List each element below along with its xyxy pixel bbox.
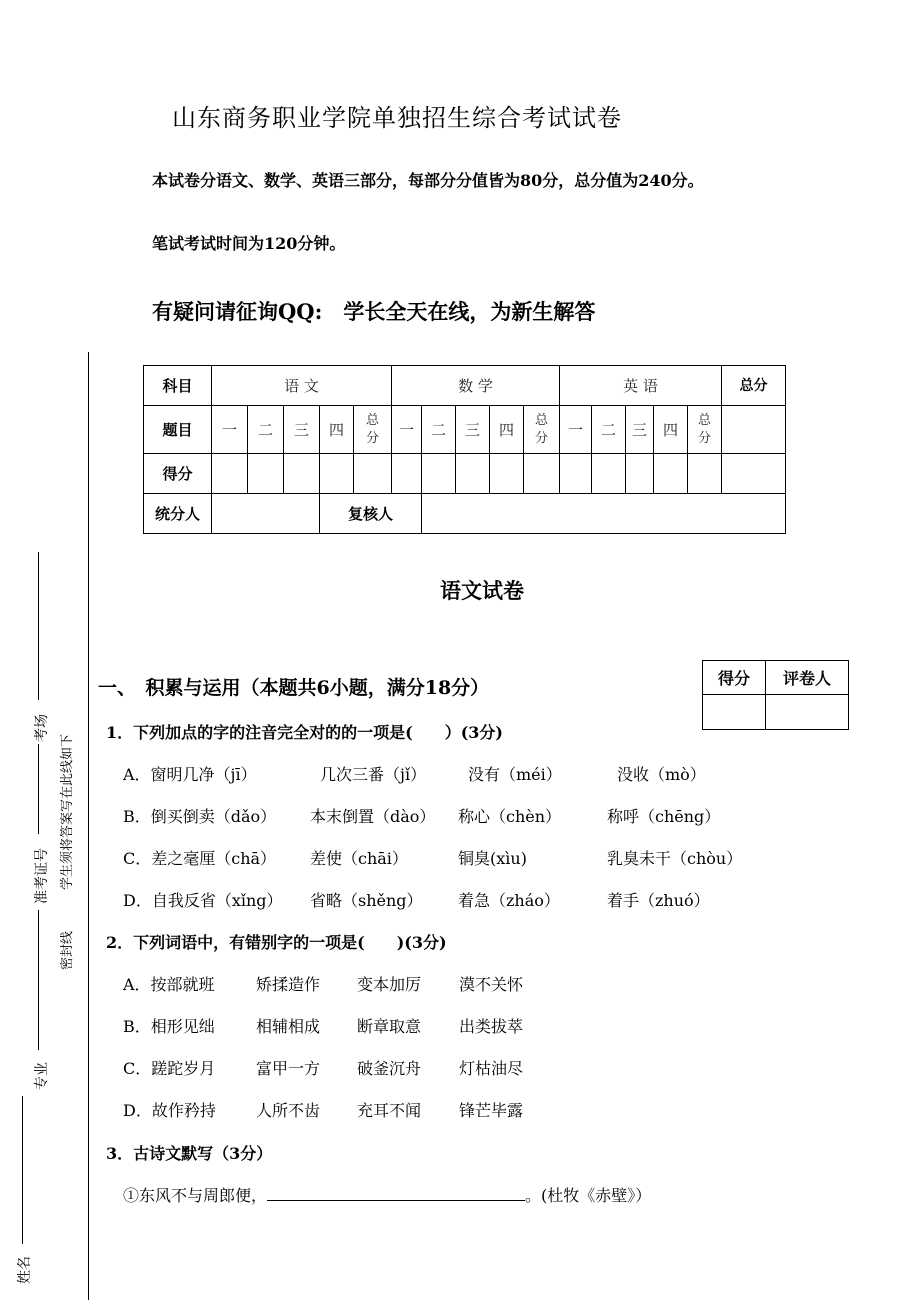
margin-major: 专业 [34,1062,50,1090]
q-cell: 一 [560,406,592,454]
score-input-cell[interactable] [626,454,654,494]
subtotal-cell: 总分 [354,406,392,454]
subject-english: 英 语 [560,366,722,406]
q-cell: 二 [248,406,284,454]
grader-name-label: 评卷人 [766,661,849,695]
reviewer-input[interactable] [422,494,786,534]
score-input-cell[interactable] [212,454,248,494]
option-item: B．倒买倒卖（dǎo） [123,807,277,826]
option-item: 灯枯油尽 [459,1059,524,1078]
section-title: 语文试卷 [440,578,524,603]
score-input-cell[interactable] [354,454,392,494]
ticket-no-line[interactable] [38,744,39,834]
option-item: 乳臭未干（chòu） [607,849,743,868]
tallier-input[interactable] [212,494,320,534]
intro-time-info: 笔试考试时间为120分钟。 [152,234,346,253]
score-input-cell[interactable] [524,454,560,494]
intro-score-info: 本试卷分语文、数学、英语三部分，每部分分值皆为80分，总分值为240分。 [152,171,704,190]
question-3-stem: 3．古诗文默写（3分） [106,1144,273,1163]
name-line[interactable] [22,1096,23,1244]
label-question: 题目 [144,406,212,454]
option-item: 差使（chāi） [310,849,408,868]
margin-notice: 学生须将答案写在此线如下 [60,733,75,890]
grader-score-label: 得分 [703,661,766,695]
option-item: 矫揉造作 [256,975,321,994]
label-tallier: 统分人 [144,494,212,534]
q-cell: 三 [626,406,654,454]
option-item: 相辅相成 [256,1017,321,1036]
subtotal-cell: 总分 [688,406,722,454]
label-subject: 科目 [144,366,212,406]
option-item: A．窗明几净（jī） [123,765,257,784]
part-heading: 一、 积累与运用（本题共6小题，满分18分） [98,677,490,699]
label-total: 总分 [722,366,786,406]
margin-ticket-no: 准考证号 [34,848,50,904]
option-item: 铜臭(xìu) [458,849,527,868]
score-input-cell[interactable] [320,454,354,494]
option-item: B．相形见绌 [123,1017,215,1036]
q-cell: 四 [490,406,524,454]
option-item: 本末倒置（dào） [310,807,436,826]
q-cell: 三 [284,406,320,454]
option-item: 着手（zhuó） [607,891,710,910]
option-item: 漠不关怀 [459,975,524,994]
question-2-stem: 2．下列词语中，有错别字的一项是( )(3分) [106,933,447,952]
q-cell: 二 [592,406,626,454]
score-input-cell[interactable] [688,454,722,494]
option-item: A．按部就班 [123,975,215,994]
grader-score-input[interactable] [703,695,766,730]
poem-suffix: 。(杜牧《赤壁》） [525,1186,652,1205]
option-item: 几次三番（jǐ） [320,765,427,784]
option-item: 没有（méi） [468,765,562,784]
binding-line [88,352,89,1300]
option-item: 没收（mò） [617,765,706,784]
poem-blank[interactable] [267,1184,525,1201]
option-item: 变本加厉 [357,975,422,994]
label-reviewer: 复核人 [320,494,422,534]
q-cell: 三 [456,406,490,454]
subject-chinese: 语 文 [212,366,392,406]
score-input-cell[interactable] [284,454,320,494]
exam-title: 山东商务职业学院单独招生综合考试试卷 [172,104,622,132]
option-item: 充耳不闻 [357,1101,422,1120]
option-item: C．蹉跎岁月 [123,1059,216,1078]
q-cell: 四 [654,406,688,454]
score-input-cell[interactable] [490,454,524,494]
option-item: 破釜沉舟 [357,1059,422,1078]
contact-line: 有疑问请征询QQ: 学长全天在线，为新生解答 [152,299,596,324]
score-input-cell[interactable] [456,454,490,494]
total-score-empty[interactable] [722,406,786,454]
option-item: D．自我反省（xǐng） [123,891,283,910]
option-item: 人所不齿 [256,1101,321,1120]
score-input-cell[interactable] [560,454,592,494]
question-1-stem: 1．下列加点的字的注音完全对的的一项是( ）(3分) [106,723,503,742]
score-input-cell[interactable] [654,454,688,494]
margin-seal-line: 密封线 [60,930,75,970]
option-item: 富甲一方 [256,1059,321,1078]
score-input-cell[interactable] [722,454,786,494]
option-item: D．故作矜持 [123,1101,216,1120]
q-cell: 一 [392,406,422,454]
option-item: 断章取意 [357,1017,422,1036]
margin-exam-room: 考场 [34,714,50,742]
q-cell: 四 [320,406,354,454]
poem-prefix: ①东风不与周郎便， [123,1186,268,1205]
grader-name-input[interactable] [766,695,849,730]
score-table [143,365,786,534]
q-cell: 一 [212,406,248,454]
subtotal-cell: 总分 [524,406,560,454]
option-item: C．差之毫厘（chā） [123,849,277,868]
q3-line-1 [123,1183,651,1206]
score-input-cell[interactable] [422,454,456,494]
exam-room-line[interactable] [38,552,39,700]
option-item: 称呼（chēng） [607,807,721,826]
option-item: 称心（chèn） [458,807,562,826]
score-input-cell[interactable] [592,454,626,494]
major-line[interactable] [38,910,39,1050]
score-input-cell[interactable] [248,454,284,494]
score-input-cell[interactable] [392,454,422,494]
q-cell: 二 [422,406,456,454]
grader-box [702,660,849,730]
option-item: 着急（zháo） [458,891,560,910]
option-item: 锋芒毕露 [459,1101,524,1120]
subject-math: 数 学 [392,366,560,406]
option-item: 出类拔萃 [459,1017,524,1036]
margin-name: 姓名 [17,1256,33,1284]
option-item: 省略（shěng） [310,891,423,910]
label-score: 得分 [144,454,212,494]
